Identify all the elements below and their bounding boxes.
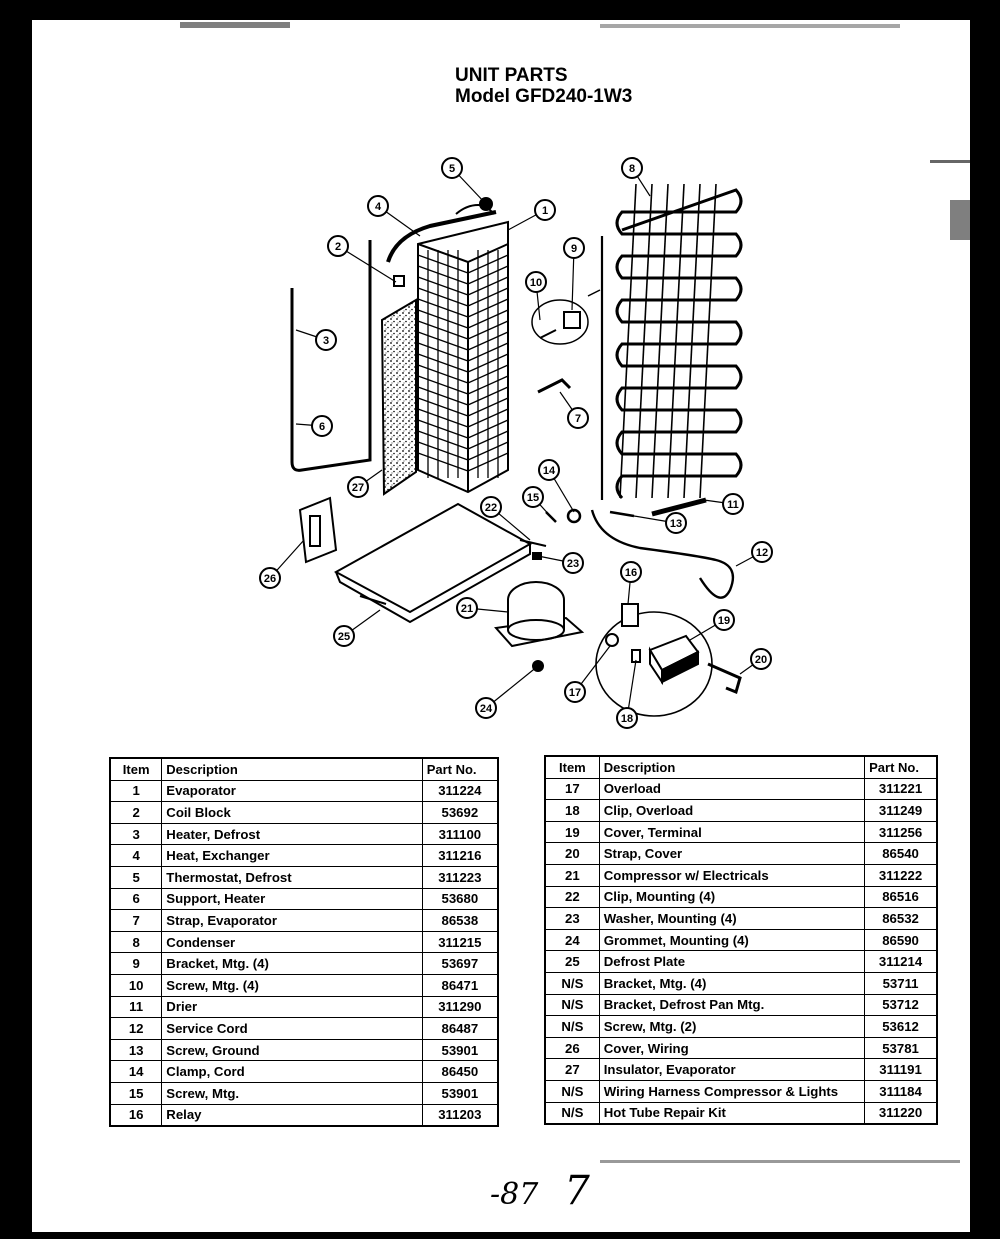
- callout-24: [476, 698, 496, 718]
- callout-label: 19: [717, 615, 731, 627]
- table-row: [110, 953, 498, 975]
- table-row: [110, 888, 498, 910]
- cell-description: Cover, Wiring: [599, 1037, 864, 1059]
- cell-description: Drier: [162, 996, 422, 1018]
- cell-part-no: 86516: [865, 886, 937, 908]
- condenser-wire: [636, 184, 652, 498]
- cell-part-no: 311184: [865, 1080, 937, 1102]
- table-row: [110, 845, 498, 867]
- cell-description: Condenser: [162, 931, 422, 953]
- relay-part: [622, 604, 638, 626]
- callout-19: [714, 610, 734, 630]
- callout-15: [523, 487, 543, 507]
- cell-item: 17: [545, 778, 599, 800]
- col-header-item: Item: [110, 758, 162, 780]
- drier-part: [652, 500, 706, 514]
- cell-item: N/S: [545, 972, 599, 994]
- cell-description: Thermostat, Defrost: [162, 866, 422, 888]
- table-row: [545, 886, 937, 908]
- cell-description: Strap, Cover: [599, 843, 864, 865]
- parts-table-right: [544, 755, 938, 1125]
- cell-part-no: 53692: [422, 802, 498, 824]
- cell-part-no: 311214: [865, 951, 937, 973]
- cell-description: Coil Block: [162, 802, 422, 824]
- cell-item: 8: [110, 931, 162, 953]
- callout-label: 22: [484, 502, 498, 514]
- cell-part-no: 53680: [422, 888, 498, 910]
- callout-label: 15: [526, 492, 540, 504]
- table-row: [545, 778, 937, 800]
- table-row: [545, 800, 937, 822]
- table-row: [545, 1016, 937, 1038]
- condenser-wires: [620, 184, 716, 498]
- cell-item: 21: [545, 864, 599, 886]
- callout-label: 5: [448, 163, 456, 175]
- cell-part-no: 311224: [422, 780, 498, 802]
- cell-description: Bracket, Mtg. (4): [599, 972, 864, 994]
- evaporator-part: [418, 222, 508, 492]
- cell-description: Evaporator: [162, 780, 422, 802]
- table-row: [545, 908, 937, 930]
- cell-item: 7: [110, 910, 162, 932]
- callout-20: [751, 649, 771, 669]
- condenser-wire: [700, 184, 716, 498]
- cell-description: Screw, Mtg. (4): [162, 974, 422, 996]
- callout-10: [526, 272, 546, 292]
- col-header-description: Description: [599, 756, 864, 778]
- callout-17: [565, 682, 585, 702]
- table-row: [545, 864, 937, 886]
- callout-4: [368, 196, 388, 216]
- table-row: [110, 802, 498, 824]
- col-header-item: Item: [545, 756, 599, 778]
- cell-part-no: 86532: [865, 908, 937, 930]
- callout-label: 9: [570, 243, 578, 255]
- bracket-part: [564, 312, 580, 328]
- cell-item: 1: [110, 780, 162, 802]
- condenser-wire: [668, 184, 684, 498]
- cell-item: 20: [545, 843, 599, 865]
- callout-13: [666, 513, 686, 533]
- cell-description: Clip, Mounting (4): [599, 886, 864, 908]
- callout-label: 26: [263, 573, 277, 585]
- service-cord-part: [592, 510, 733, 598]
- cell-part-no: 53711: [865, 972, 937, 994]
- cell-item: 5: [110, 866, 162, 888]
- callout-label: 6: [318, 421, 326, 433]
- cell-item: 12: [110, 1018, 162, 1040]
- handwritten-page-number: [490, 1168, 616, 1214]
- cell-part-no: 53901: [422, 1082, 498, 1104]
- callout-12: [752, 542, 772, 562]
- cell-part-no: 86590: [865, 929, 937, 951]
- cell-description: Overload: [599, 778, 864, 800]
- table-row: [545, 1080, 937, 1102]
- cell-part-no: 86540: [865, 843, 937, 865]
- callout-26: [260, 568, 280, 588]
- cell-part-no: 311215: [422, 931, 498, 953]
- cell-part-no: 53901: [422, 1039, 498, 1061]
- callout-18: [617, 708, 637, 728]
- cover-strap-part: [708, 664, 740, 692]
- callout-8: [622, 158, 642, 178]
- evaporator-strap-part: [538, 380, 570, 392]
- parts-table-left: [109, 757, 499, 1127]
- cell-part-no: 311220: [865, 1102, 937, 1124]
- cell-item: 15: [110, 1082, 162, 1104]
- table-row: [110, 931, 498, 953]
- callout-label: 25: [337, 631, 351, 643]
- callout-23: [563, 553, 583, 573]
- cell-description: Defrost Plate: [599, 951, 864, 973]
- callout-7: [568, 408, 588, 428]
- cell-item: 14: [110, 1061, 162, 1083]
- cell-item: 13: [110, 1039, 162, 1061]
- cell-description: Heater, Defrost: [162, 823, 422, 845]
- condenser-wire: [652, 184, 668, 498]
- callout-label: 1: [541, 205, 549, 217]
- title-line-1: UNIT PARTS: [455, 65, 568, 86]
- insulator-part: [382, 300, 416, 494]
- callout-label: 17: [568, 687, 582, 699]
- col-header-part-no: Part No.: [865, 756, 937, 778]
- title-line-2: Model GFD240-1W3: [455, 86, 633, 107]
- compressor-part: [496, 582, 582, 646]
- cell-description: Clamp, Cord: [162, 1061, 422, 1083]
- heater-support-part: [300, 498, 336, 562]
- callout-14: [539, 460, 559, 480]
- cell-item: 22: [545, 886, 599, 908]
- cell-part-no: 311222: [865, 864, 937, 886]
- table-row: [545, 994, 937, 1016]
- handwritten-mark-a: -87: [490, 1177, 539, 1212]
- callout-label: 2: [334, 241, 342, 253]
- terminal-cover-part: [650, 636, 698, 682]
- cell-item: N/S: [545, 1102, 599, 1124]
- cell-item: 2: [110, 802, 162, 824]
- cell-item: 24: [545, 929, 599, 951]
- cell-part-no: 311249: [865, 800, 937, 822]
- callout-label: 16: [624, 567, 638, 579]
- cell-part-no: 311216: [422, 845, 498, 867]
- callout-label: 27: [351, 482, 365, 494]
- cell-description: Screw, Ground: [162, 1039, 422, 1061]
- cell-item: 26: [545, 1037, 599, 1059]
- cell-part-no: 311100: [422, 823, 498, 845]
- callout-5: [442, 158, 462, 178]
- cell-description: Washer, Mounting (4): [599, 908, 864, 930]
- callout-label: 7: [574, 413, 582, 425]
- condenser-tube: [617, 190, 741, 498]
- cell-item: N/S: [545, 994, 599, 1016]
- cell-part-no: 53781: [865, 1037, 937, 1059]
- parts-table-right-body: [545, 778, 937, 1124]
- callout-label: 11: [727, 499, 739, 511]
- cell-item: 10: [110, 974, 162, 996]
- table-row: [110, 1039, 498, 1061]
- cell-item: 25: [545, 951, 599, 973]
- callout-label: 21: [460, 603, 474, 615]
- defrost-heater-part: [292, 240, 370, 470]
- table-row: [545, 1037, 937, 1059]
- callout-label: 24: [479, 703, 493, 715]
- callout-label: 13: [669, 518, 683, 530]
- overload-part: [606, 634, 618, 646]
- callout-label: 20: [754, 654, 768, 666]
- cell-item: N/S: [545, 1080, 599, 1102]
- callout-9: [564, 238, 584, 258]
- callout-21: [457, 598, 477, 618]
- cell-description: Insulator, Evaporator: [599, 1059, 864, 1081]
- col-header-part-no: Part No.: [422, 758, 498, 780]
- table-row: [545, 843, 937, 865]
- cell-part-no: 311223: [422, 866, 498, 888]
- cell-description: Hot Tube Repair Kit: [599, 1102, 864, 1124]
- callout-label: 8: [628, 163, 636, 175]
- cell-item: 19: [545, 821, 599, 843]
- cell-description: Screw, Mtg. (2): [599, 1016, 864, 1038]
- callout-3: [316, 330, 336, 350]
- cell-description: Wiring Harness Compressor & Lights: [599, 1080, 864, 1102]
- callout-6: [312, 416, 332, 436]
- table-row: [110, 910, 498, 932]
- cell-description: Cover, Terminal: [599, 821, 864, 843]
- cell-item: 4: [110, 845, 162, 867]
- cell-item: 3: [110, 823, 162, 845]
- defrost-plate-part: [336, 504, 530, 622]
- cell-part-no: 311256: [865, 821, 937, 843]
- cell-description: Relay: [162, 1104, 422, 1126]
- parts-table-left-body: [110, 780, 498, 1126]
- table-row: [110, 1061, 498, 1083]
- table-row: [110, 1082, 498, 1104]
- callout-22: [481, 497, 501, 517]
- cell-item: 11: [110, 996, 162, 1018]
- cell-part-no: 86538: [422, 910, 498, 932]
- cell-part-no: 86450: [422, 1061, 498, 1083]
- callout-1: [535, 200, 555, 220]
- table-row: [545, 972, 937, 994]
- table-row: [110, 1104, 498, 1126]
- cell-part-no: 53612: [865, 1016, 937, 1038]
- table-row: [545, 951, 937, 973]
- cell-item: 16: [110, 1104, 162, 1126]
- table-row: [110, 866, 498, 888]
- col-header-description: Description: [162, 758, 422, 780]
- table-row: [110, 1018, 498, 1040]
- cell-description: Bracket, Defrost Pan Mtg.: [599, 994, 864, 1016]
- callout-label: 12: [755, 547, 769, 559]
- cell-description: Compressor w/ Electricals: [599, 864, 864, 886]
- table-row: [110, 823, 498, 845]
- callout-label: 4: [374, 201, 382, 213]
- callout-11: [723, 494, 743, 514]
- cell-part-no: 86471: [422, 974, 498, 996]
- bracket-leader: [588, 290, 600, 296]
- cell-item: 27: [545, 1059, 599, 1081]
- table-row: [545, 1102, 937, 1124]
- cell-item: 6: [110, 888, 162, 910]
- table-row: [110, 780, 498, 802]
- table-row: [545, 929, 937, 951]
- screw-part: [540, 330, 556, 338]
- callout-27: [348, 477, 368, 497]
- cell-description: Clip, Overload: [599, 800, 864, 822]
- cell-part-no: 53697: [422, 953, 498, 975]
- cell-description: Strap, Evaporator: [162, 910, 422, 932]
- table-header-row: [545, 756, 937, 778]
- callout-label: 3: [322, 335, 330, 347]
- cell-description: Support, Heater: [162, 888, 422, 910]
- callout-label: 10: [529, 277, 543, 289]
- callout-label: 14: [542, 465, 556, 477]
- table-row: [110, 996, 498, 1018]
- condenser-coils: [617, 190, 741, 498]
- cell-description: Heat, Exchanger: [162, 845, 422, 867]
- cell-description: Grommet, Mounting (4): [599, 929, 864, 951]
- table-header-row: [110, 758, 498, 780]
- cell-description: Service Cord: [162, 1018, 422, 1040]
- cell-item: 23: [545, 908, 599, 930]
- callout-16: [621, 562, 641, 582]
- cell-item: 18: [545, 800, 599, 822]
- callout-2: [328, 236, 348, 256]
- table-row: [545, 1059, 937, 1081]
- handwritten-mark-b: 7: [564, 1168, 590, 1214]
- cell-part-no: 311221: [865, 778, 937, 800]
- callout-25: [334, 626, 354, 646]
- ground-screw-part: [610, 512, 634, 516]
- cell-description: Bracket, Mtg. (4): [162, 953, 422, 975]
- cell-part-no: 53712: [865, 994, 937, 1016]
- cell-part-no: 311290: [422, 996, 498, 1018]
- cell-description: Screw, Mtg.: [162, 1082, 422, 1104]
- callout-label: 23: [566, 558, 580, 570]
- condenser-wire: [684, 184, 700, 498]
- cell-part-no: 311203: [422, 1104, 498, 1126]
- callout-label: 18: [620, 713, 634, 725]
- table-row: [110, 974, 498, 996]
- table-row: [545, 821, 937, 843]
- cell-part-no: 311191: [865, 1059, 937, 1081]
- cell-item: N/S: [545, 1016, 599, 1038]
- cell-part-no: 86487: [422, 1018, 498, 1040]
- cell-item: 9: [110, 953, 162, 975]
- scan-noise-bottom: [600, 1160, 960, 1163]
